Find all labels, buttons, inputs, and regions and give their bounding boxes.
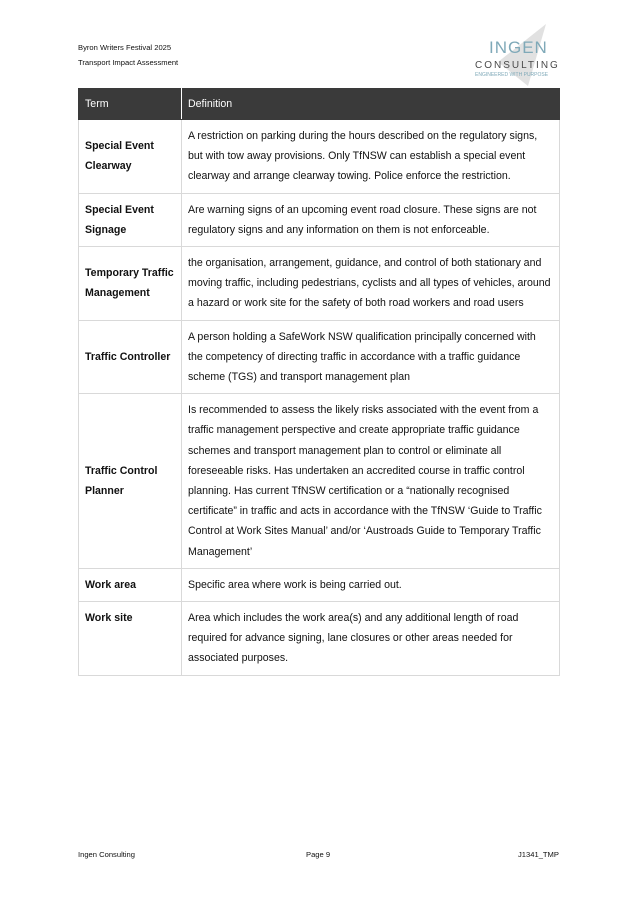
definition-cell: Are warning signs of an upcoming event road closure. These signs are not regulatory signs and any information on them is not enforceable. <box>182 193 560 246</box>
logo-name-bottom: CONSULTING <box>475 60 560 71</box>
term-cell: Traffic Controller <box>79 320 182 394</box>
term-cell: Special Event Clearway <box>79 120 182 194</box>
footer-company: Ingen Consulting <box>78 850 135 859</box>
table-row <box>79 247 560 321</box>
table-row <box>79 394 560 569</box>
definition-cell: Is recommended to assess the likely risks associated with the event from a traffic management perspective and create appropriate traffic guidance schemes and transport management plan to control or eliminate all foreseeable risks. Has undertaken an accredited course in traffic control planning. Has current TfNSW certification or a “nationally recognised certificate” in traffic and acts in accordance with the TfNSW ‘Guide to Traffic Control at Work Sites Manual’ and/or ‘Austroads Guide to Temporary Traffic Management’ <box>182 394 560 569</box>
term-cell: Special Event Signage <box>79 193 182 246</box>
definition-cell: A person holding a SafeWork NSW qualification principally concerned with the competency of directing traffic in accordance with a traffic guidance scheme (TGS) and transport management plan <box>182 320 560 394</box>
ingen-consulting-logo <box>468 22 568 88</box>
table-row <box>79 602 560 676</box>
term-cell: Work area <box>79 568 182 601</box>
table-header-row <box>79 89 560 120</box>
term-cell: Temporary Traffic Management <box>79 247 182 321</box>
table-row <box>79 568 560 601</box>
term-cell: Traffic Control Planner <box>79 394 182 569</box>
definition-cell: A restriction on parking during the hours described on the regulatory signs, but with tow away provisions. Only TfNSW can establish a special event clearway and arrange clearway towing. Police enforce the restriction. <box>182 120 560 194</box>
definitions-table <box>78 88 560 676</box>
table-row <box>79 193 560 246</box>
term-cell: Work site <box>79 602 182 676</box>
logo-name-top: INGEN <box>489 38 548 57</box>
table-row <box>79 320 560 394</box>
logo-tagline: ENGINEERED WITH PURPOSE <box>475 72 549 78</box>
column-header-definition: Definition <box>182 89 560 120</box>
header-report-title: Transport Impact Assessment <box>78 58 179 67</box>
definition-cell: Specific area where work is being carried out. <box>182 568 560 601</box>
definition-cell: the organisation, arrangement, guidance, and control of both stationary and moving traffic, including pedestrians, cyclists and all types of vehicles, around a hazard or work site for the safety of both road workers and road users <box>182 247 560 321</box>
table-row <box>79 120 560 194</box>
document-header <box>78 40 178 70</box>
column-header-term: Term <box>79 89 182 120</box>
header-event-title: Byron Writers Festival 2025 <box>78 43 172 52</box>
definition-cell: Area which includes the work area(s) and any additional length of road required for advance signing, lane closures or other areas needed for associated purposes. <box>182 602 560 676</box>
footer-document-code: J1341_TMP <box>518 850 559 859</box>
footer-page-number: Page 9 <box>306 850 331 859</box>
